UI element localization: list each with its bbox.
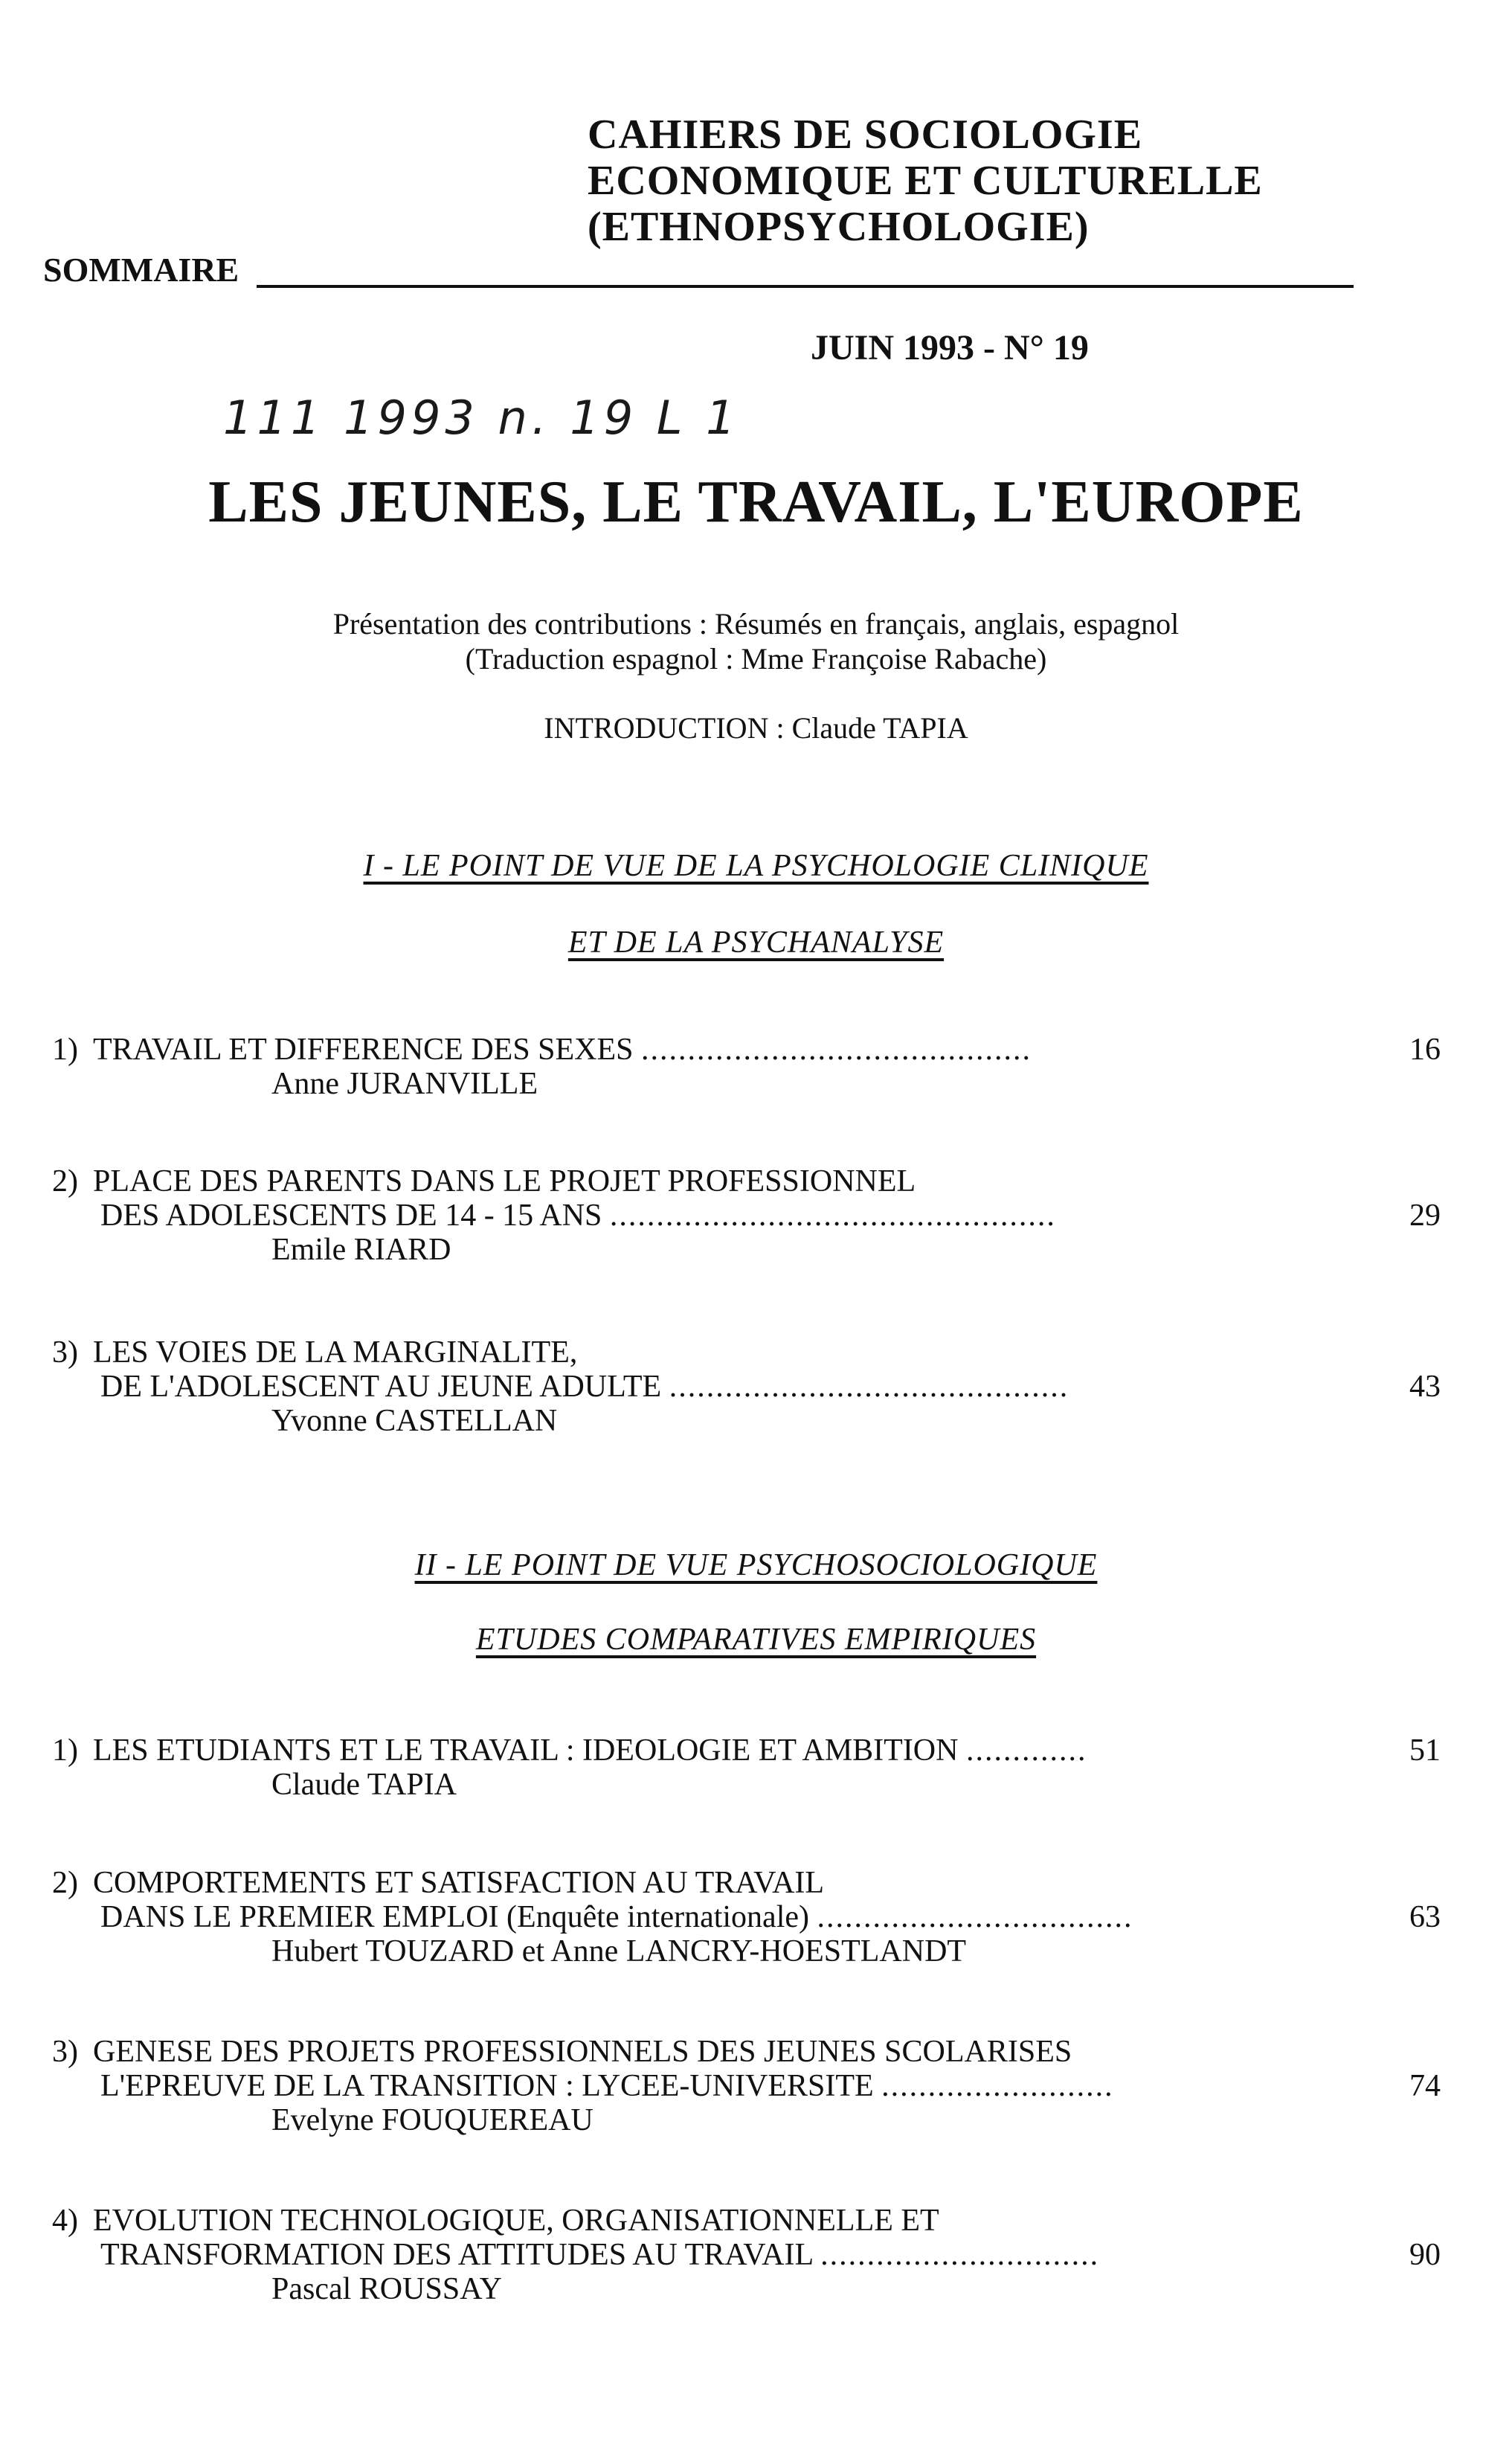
entry-number: 3) (52, 2035, 78, 2069)
entry-title-cont: DES ADOLESCENTS DE 14 - 15 ANS ................................................ (100, 1199, 1056, 1233)
entry-number: 4) (52, 2204, 78, 2238)
presentation-line1: Présentation des contributions : Résumés en français, anglais, espagnol (332, 607, 1180, 641)
entry-number: 1) (52, 1733, 78, 1768)
entry-author: Evelyne FOUQUEREAU (271, 2103, 593, 2137)
entry-title-cont: L'EPREUVE DE LA TRANSITION : LYCEE-UNIVERSITE ......................... (100, 2069, 1114, 2103)
entry-title: COMPORTEMENTS ET SATISFACTION AU TRAVAIL (93, 1866, 825, 1900)
main-title: LES JEUNES, LE TRAVAIL, L'EUROPE (208, 469, 1304, 535)
entry-number: 2) (52, 1164, 78, 1199)
section2-heading-line2: ETUDES COMPARATIVES EMPIRIQUES (475, 1623, 1037, 1657)
entry-title-cont: DE L'ADOLESCENT AU JEUNE ADULTE ........................................... (100, 1370, 1069, 1404)
entry-author: Pascal ROUSSAY (271, 2272, 502, 2306)
entry-title: TRAVAIL ET DIFFERENCE DES SEXES .......................................... (93, 1033, 1032, 1067)
entry-page: 43 (1409, 1370, 1441, 1404)
introduction: INTRODUCTION : Claude TAPIA (544, 711, 968, 745)
sommaire-rule (257, 285, 1354, 288)
issue-info: JUIN 1993 - N° 19 (811, 328, 1089, 368)
entry-author: Yvonne CASTELLAN (271, 1404, 558, 1438)
journal-title-line2: ECONOMIQUE ET CULTURELLE (588, 158, 1263, 204)
entry-title: PLACE DES PARENTS DANS LE PROJET PROFESSIONNEL (93, 1164, 916, 1199)
sommaire-label: SOMMAIRE (43, 251, 239, 289)
journal-title-line1: CAHIERS DE SOCIOLOGIE (588, 112, 1143, 158)
entry-page: 74 (1409, 2069, 1441, 2103)
entry-author: Hubert TOUZARD et Anne LANCRY-HOESTLANDT (271, 1934, 967, 1969)
entry-title: LES ETUDIANTS ET LE TRAVAIL : IDEOLOGIE ET AMBITION ............. (93, 1733, 1087, 1768)
entry-page: 90 (1409, 2238, 1441, 2272)
presentation-line2: (Traduction espagnol : Mme Françoise Rabache) (465, 642, 1047, 676)
entry-page: 16 (1409, 1033, 1441, 1067)
journal-title (588, 112, 1263, 250)
entry-title: LES VOIES DE LA MARGINALITE, (93, 1335, 578, 1370)
journal-title-line3: (ETHNOPSYCHOLOGIE) (588, 204, 1090, 250)
handwritten-note: 111 1993 n. 19 L 1 (223, 391, 740, 445)
section1-heading-line1: I - LE POINT DE VUE DE LA PSYCHOLOGIE CLINIQUE (363, 849, 1149, 883)
section1-heading-line2: ET DE LA PSYCHANALYSE (567, 925, 945, 960)
entry-author: Claude TAPIA (271, 1768, 457, 1802)
entry-author: Anne JURANVILLE (271, 1067, 538, 1101)
entry-author: Emile RIARD (271, 1233, 451, 1267)
entry-title-cont: DANS LE PREMIER EMPLOI (Enquête internationale) .................................. (100, 1900, 1133, 1934)
entry-number: 2) (52, 1866, 78, 1900)
entry-title-cont: TRANSFORMATION DES ATTITUDES AU TRAVAIL .............................. (100, 2238, 1100, 2272)
entry-page: 63 (1409, 1900, 1441, 1934)
entry-number: 1) (52, 1033, 78, 1067)
entry-number: 3) (52, 1335, 78, 1370)
entry-page: 29 (1409, 1199, 1441, 1233)
section2-heading-line1: II - LE POINT DE VUE PSYCHOSOCIOLOGIQUE (414, 1548, 1098, 1582)
entry-page: 51 (1409, 1733, 1441, 1768)
entry-title: GENESE DES PROJETS PROFESSIONNELS DES JEUNES SCOLARISES (93, 2035, 1072, 2069)
entry-title: EVOLUTION TECHNOLOGIQUE, ORGANISATIONNELLE ET (93, 2204, 939, 2238)
